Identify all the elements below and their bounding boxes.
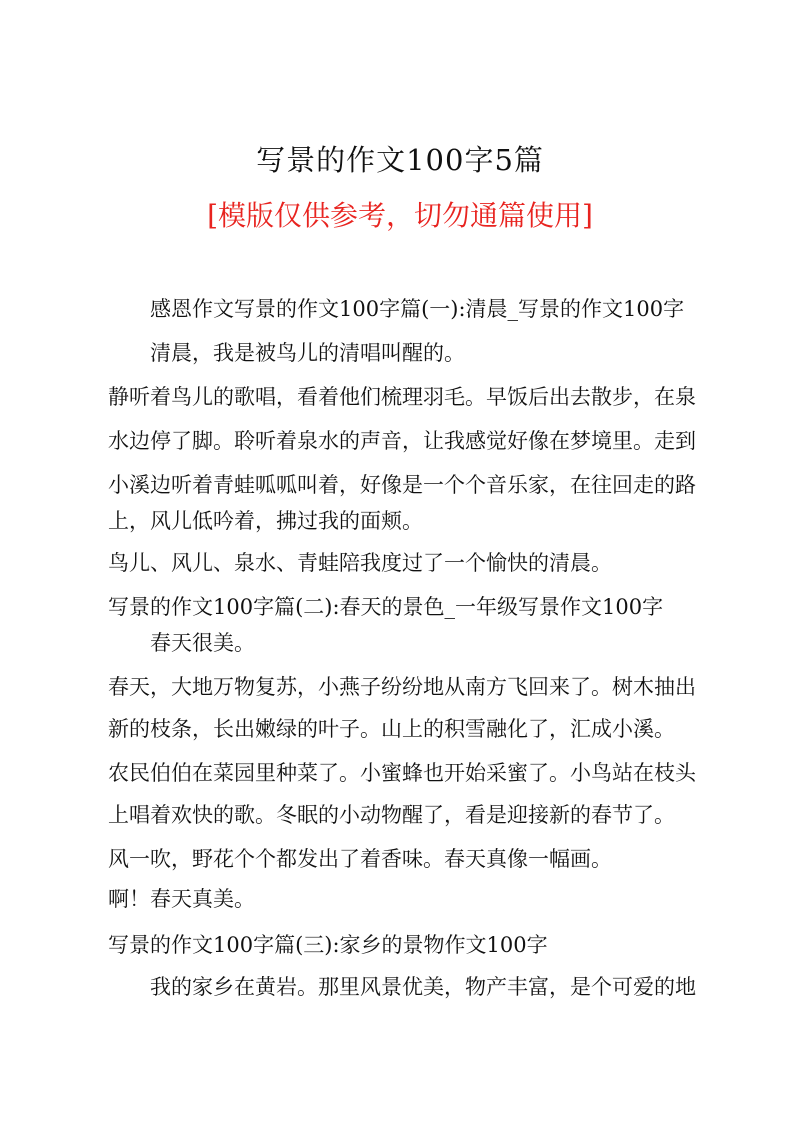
template-notice: [模版仅供参考，切勿通篇使用] xyxy=(207,199,593,232)
essay-heading-1: 感恩作文写景的作文100字篇(一):清晨_写景的作文100字 xyxy=(150,297,685,321)
document-title: 写景的作文100字5篇 xyxy=(256,143,544,177)
paragraph-line: 风一吹，野花个个都发出了着香味。春天真像一幅画。 xyxy=(108,847,612,871)
paragraph-line: 上唱着欢快的歌。冬眠的小动物醒了，看是迎接新的春节了。 xyxy=(108,803,675,827)
essay-heading-3: 写景的作文100字篇(三):家乡的景物作文100字 xyxy=(108,933,548,957)
paragraph-line: 鸟儿、风儿、泉水、青蛙陪我度过了一个愉快的清晨。 xyxy=(108,551,612,575)
paragraph-line: 水边停了脚。聆听着泉水的声音，让我感觉好像在梦境里。走到 xyxy=(108,429,696,453)
paragraph-line: 啊！春天真美。 xyxy=(108,887,255,911)
paragraph-line: 春天，大地万物复苏，小燕子纷纷地从南方飞回来了。树木抽出 xyxy=(108,675,696,699)
paragraph-line: 清晨，我是被鸟儿的清唱叫醒的。 xyxy=(150,341,465,365)
paragraph-line: 小溪边听着青蛙呱呱叫着，好像是一个个音乐家，在往回走的路 xyxy=(108,473,696,497)
paragraph-line: 静听着鸟儿的歌唱，看着他们梳理羽毛。早饭后出去散步，在泉 xyxy=(108,385,696,409)
paragraph-line: 农民伯伯在菜园里种菜了。小蜜蜂也开始采蜜了。小鸟站在枝头 xyxy=(108,761,696,785)
paragraph-line: 我的家乡在黄岩。那里风景优美，物产丰富，是个可爱的地 xyxy=(150,975,696,999)
paragraph-line: 春天很美。 xyxy=(150,631,255,655)
essay-heading-2: 写景的作文100字篇(二):春天的景色_一年级写景作文100字 xyxy=(108,595,664,619)
paragraph-line: 新的枝条，长出嫩绿的叶子。山上的积雪融化了，汇成小溪。 xyxy=(108,717,675,741)
paragraph-line: 上，风儿低吟着，拂过我的面颊。 xyxy=(108,509,423,533)
